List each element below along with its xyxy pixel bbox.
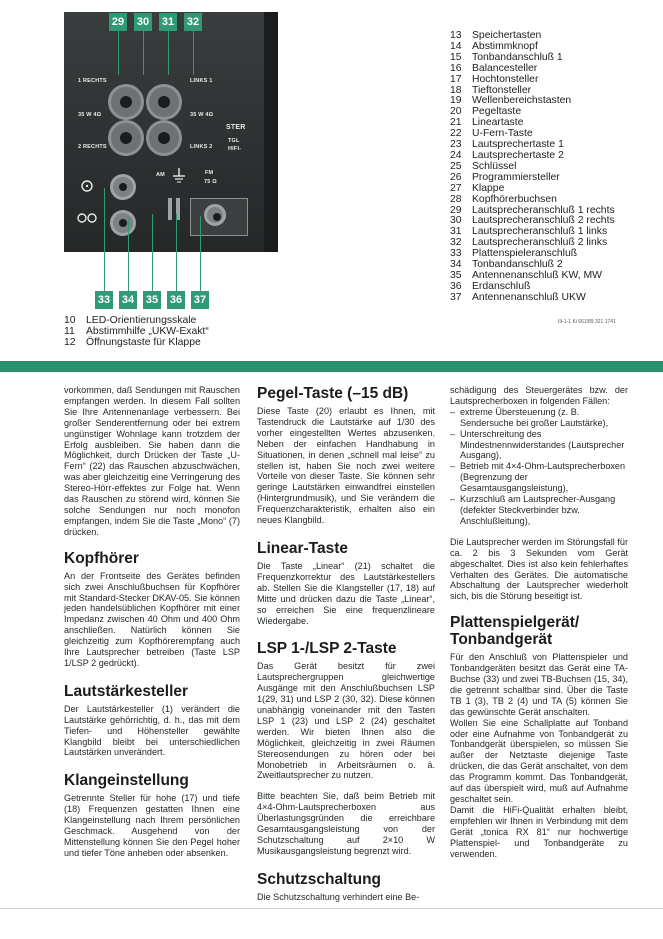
fm-socket-37 (204, 204, 226, 226)
callout-32: 32 (184, 13, 202, 31)
heading-lautstaerkesteller: Lautstärkesteller (64, 682, 189, 700)
legend-label: Abstimmhilfe „UKW-Exakt“ (86, 325, 209, 337)
callout-line-29 (118, 29, 119, 75)
legend-label: Pegeltaste (472, 106, 522, 118)
legend-label: Lautsprecheranschluß 1 links (472, 226, 608, 238)
legend-item (450, 293, 615, 304)
callout-29: 29 (109, 13, 127, 31)
paragraph-lsp-taste: Das Gerät besitzt für zwei Lautsprechergruppen gleichwertige Ausgänge mit den Anschlußbuchsen LSP 1(29, 31) und LSP 2 (30, 32). Diese können unabhängig voneinander mit den Tasten LSP 1 (23) und LSP 2 (24) geschaltet werden. Wir bieten Ihnen also die Möglichkeit, gleichzeitig in zwei Räumen Stereosendungen zu hören oder bei Monobetrieb in Arbeitsräumen o. ä. Zweitlautsprecher zu nutzen. (257, 661, 435, 781)
speaker-jack-30 (108, 120, 144, 156)
callout-31: 31 (159, 13, 177, 31)
callout-35: 35 (143, 291, 161, 309)
callout-line-31 (168, 29, 169, 75)
legend-label: Balancesteller (472, 62, 538, 74)
legend-number: 31 (450, 226, 462, 238)
green-divider-band (0, 361, 663, 372)
heading-lsp-taste: LSP 1-/LSP 2-Taste (257, 640, 397, 658)
phono-socket-33 (110, 174, 136, 200)
legend-number: 12 (64, 336, 76, 348)
legend-label: Schlüssel (472, 160, 517, 172)
legend-label: Lautsprecheranschluß 2 links (472, 237, 608, 249)
legend-label: Antennenanschluß KW, MW (472, 269, 602, 281)
callout-line-34 (128, 218, 129, 292)
paragraph-lautstaerkesteller: Der Lautstärkesteller (1) verändert die Lautstärke gehörrichtig, d. h., das mit dem Tiefen- und Höhensteller gewählte Klangbild bleibt bei unterschiedlichen Lautstärken unverändert. (64, 703, 240, 758)
legend-label: Erdanschluß (472, 280, 531, 292)
legend-label: Tonbandanschluß 2 (472, 259, 563, 271)
paragraph-linear-taste: Die Taste „Linear“ (21) schaltet die Frequenzkorrektur des Lautstärkestellers ab. Stellen Sie die Klangsteller (17, 18) auf Mitte und drücken dazu die Taste „Linear“, so erreichen Sie eine frequenzlineare Wiedergabe. (257, 560, 435, 626)
legend-number: 33 (450, 248, 462, 260)
legend-number: 20 (450, 106, 462, 118)
speaker-jack-32 (146, 120, 182, 156)
rear-panel-photo (64, 12, 278, 252)
legend-number: 32 (450, 237, 462, 249)
legend-label: Abstimmknopf (472, 40, 538, 52)
phono-icon (78, 180, 96, 192)
paragraph-schaedigung: schädigung des Steuergerätes bzw. der Lautsprecherboxen in folgenden Fällen: (450, 385, 628, 406)
callout-line-30 (143, 29, 144, 75)
reference-code: III-1-1 Ki 661/89 321 1741 (558, 319, 616, 325)
heading-kopfhoerer: Kopfhörer (64, 549, 139, 567)
paragraph-kopfhoerer: An der Frontseite des Gerätes befinden sich zwei Anschlußbuchsen für Kopfhörer mit Standard-Stecker DKAV-05. Sie können jeden handelsüblichen Kopfhörer mit einer Impedanz zwischen 40 Ohm und 400 Ohm anschließen. Natürlich können Sie gleichzeitig zum Kopfhörerempfang auch Ihre Lautsprecher betreiben (Taste LSP 1/LSP 2 gedrückt). (64, 570, 240, 668)
legend-number: 21 (450, 117, 462, 129)
legend-label: Lineartaste (472, 117, 524, 129)
legend-label: Klappe (472, 182, 505, 194)
legend-number: 35 (450, 269, 462, 281)
legend-label: Öffnungstaste für Klappe (86, 336, 201, 348)
legend-label: Lautsprecheranschluß 1 rechts (472, 204, 615, 216)
legend-label: Tieftonsteller (472, 84, 532, 96)
callout-30: 30 (134, 13, 152, 31)
legend-list-left (64, 316, 209, 349)
legend-number: 27 (450, 182, 462, 194)
legend-label: Speichertasten (472, 30, 542, 41)
legend-number: 29 (450, 204, 462, 216)
legend-label: LED-Orientierungsskale (86, 315, 197, 326)
legend-label: Antennenanschluß UKW (472, 291, 586, 303)
label-2-rechts: 2 RECHTS (78, 144, 107, 150)
legend-item (450, 184, 615, 195)
legend-number: 17 (450, 73, 462, 85)
label-fm: FM (205, 170, 214, 176)
legend-number: 22 (450, 128, 462, 140)
callout-34: 34 (119, 291, 137, 309)
label-am: AM (156, 172, 165, 178)
list-item: – Kurzschluß am Lautsprecher-Ausgang (defekter Steckverbinder bzw. Anschlußleitung), (460, 494, 628, 527)
paragraph-schutzschaltung: Die Schutzschaltung verhindert eine Be- (257, 891, 420, 902)
column-3 (450, 385, 628, 859)
legend-number: 10 (64, 315, 76, 326)
paragraph-anschluss: Für den Anschluß von Plattenspieler und Tonbandgeräten besitzt das Gerät eine TA-Buchse (33) und zwei TB-Buchsen (15, 34), die getrennt schaltbar sind. Über die Taste TB 1 (3), TB 2 (4) und TA (5) können Sie das gewünschte Gerät anschalten. (450, 652, 628, 717)
heading-pegel-taste: Pegel-Taste (–15 dB) (257, 385, 409, 402)
paragraph-pegel-taste: Diese Taste (20) erlaubt es Ihnen, mit Tastendruck die Lautstärke auf 1/30 des vorher eingestellten Wertes abzusenken. Neben der einfachen Handhabung in Situationen, in denen „schnell mal leise“ zu stellen ist, haben Sie noch zwei weitere Vorteile von dieser Taste. Sie können sehr geringe Lautstärken einwandfrei einstellen (Hintergrundmusik), und Sie verändern die Frequenzcharakteristik, erhalten also ein neues Klangbild. (257, 406, 435, 526)
callout-37: 37 (191, 291, 209, 309)
rear-panel-edge (264, 12, 278, 252)
legend-number: 11 (64, 325, 75, 337)
label-tgl: TGL (228, 138, 240, 144)
legend-number: 25 (450, 160, 462, 172)
legend-item (64, 338, 209, 349)
legend-label: Programmiersteller (472, 171, 560, 183)
legend-number: 24 (450, 149, 462, 161)
heading-schutzschaltung: Schutzschaltung (257, 870, 382, 888)
paragraph-hifi-qualitaet: Damit die HiFi-Qualität erhalten bleibt, empfehlen wir Ihnen in Verbindung mit dem Gerät „tonica RX 81“ nur hochwertige Plattenspiel- und Tonbandgeräte zu verwenden. (450, 804, 628, 859)
column-1 (64, 385, 240, 859)
legend-number: 18 (450, 84, 462, 96)
legend-label: U-Fern-Taste (472, 128, 533, 140)
label-35w-right: 35 W 4Ω (190, 112, 214, 118)
legend-item (450, 195, 615, 206)
label-ster: STER (226, 124, 246, 131)
speaker-jack-31 (146, 84, 182, 120)
tape-socket-34 (110, 210, 136, 236)
legend-label: Lautsprechertaste 2 (472, 149, 564, 161)
protection-cases-list (450, 407, 628, 527)
legend-number: 14 (450, 40, 462, 52)
paragraph-rauschen: vorkommen, daß Sendungen mit Rauschen empfangen werden. In diesem Fall sollten Sie Ihre Antennenanlage verbessern. Bei großer Senderentfernung oder bei extrem ungünstiger Wohnlage kann trotzdem der Erfolg ausbleiben. Sie haben dann die Möglichkeit, durch Drücken der Taste „U-Fern“ (22) das Rauschen abzuschwächen, was aber gleichzeitig eine Verringerung des Stereo-Hörr-effektes zur Folge hat. Wenn das Rauschen zu störend wird, können Sie solche Sendungen nur noch monofon empfangen, indem Sie die Taste „Mono“ (7) drücken. (64, 385, 240, 537)
list-item: – extreme Übersteuerung (z. B. Sendersuche bei großer Lautstärke), (460, 407, 628, 429)
legend-number: 34 (450, 259, 462, 271)
legend-label: Lautsprechertaste 1 (472, 139, 564, 151)
heading-plattenspielgeraet: Plattenspielgerät/ Tonbandgerät (450, 614, 580, 649)
paragraph-stoerungsfall: Die Lautsprecher werden im Störungsfall für ca. 2 bis 3 Sekunden vom Gerät abgeschaltet. Dies ist also kein fehlerhaftes Verhalten des Gerätes. Die automatische Abschaltung der Lautsprecher wiederholt sich, bis die Störung beseitigt ist. (450, 536, 628, 602)
label-links-1: LINKS 1 (190, 78, 213, 84)
legend-item (450, 64, 615, 75)
paragraph-lsp-note: Bitte beachten Sie, daß beim Betrieb mit 4×4-Ohm-Lautsprecherboxen aus Überlastungsgründen die erreichbare Gesamtausgangsleistung von der Schutzschaltung auf 2×10 W Musikausgangsleistung begrenzt wird. (257, 791, 435, 856)
callout-line-33 (104, 188, 105, 292)
legend-label: Kopfhörerbuchsen (472, 193, 557, 205)
callout-line-36 (176, 214, 177, 292)
legend-number: 19 (450, 95, 462, 107)
callout-line-37 (200, 216, 201, 292)
legend-number: 15 (450, 51, 462, 63)
legend-label: Wellenbereichstasten (472, 95, 572, 107)
legend-number: 13 (450, 30, 462, 41)
legend-item (450, 75, 615, 86)
label-75-ohm: 75 Ω (204, 179, 217, 185)
list-item: – Betrieb mit 4×4-Ohm-Lautsprecherboxen (Begrenzung der Gesamtausgangsleistung), (460, 461, 628, 494)
tape-icon (76, 212, 98, 224)
paragraph-ueberspielen: Wollen Sie eine Schallplatte auf Tonband oder eine Aufnahme von Tonbandgerät zu Tonbandgerät überspielen, so müssen Sie außer der Netztaste diejenige Taste drücken, die das Gerät anschaltet, von dem das Programm kommt. Das Tonbandgerät, auf das überspielt wird, muß auf Aufnahme geschaltet sein. (450, 717, 628, 804)
callout-33: 33 (95, 291, 113, 309)
ground-icon (172, 168, 186, 184)
legend-label: Tonbandanschluß 1 (472, 51, 563, 63)
label-1-rechts: 1 RECHTS (78, 78, 107, 84)
callout-line-32 (193, 29, 194, 75)
legend-list-right (450, 31, 615, 304)
heading-klangeinstellung: Klangeinstellung (64, 772, 189, 790)
callout-line-35 (152, 214, 153, 292)
label-35w-left: 35 W 4Ω (78, 112, 102, 118)
legend-label: Hochtonsteller (472, 73, 539, 85)
label-links-2: LINKS 2 (190, 144, 213, 150)
legend-label: Lautsprecheranschluß 2 rechts (472, 215, 615, 227)
am-terminal-35 (168, 198, 172, 220)
footer-rule (0, 908, 663, 909)
list-item: – Unterschreitung des Mindestnennwiderstandes (Lautsprecher Ausgang), (460, 429, 628, 462)
legend-number: 37 (450, 291, 462, 303)
legend-label: Plattenspieleranschluß (472, 248, 578, 260)
legend-number: 16 (450, 62, 462, 74)
legend-number: 28 (450, 193, 462, 205)
legend-number: 36 (450, 280, 462, 292)
legend-number: 26 (450, 171, 462, 183)
legend-number: 23 (450, 139, 462, 151)
label-hifi: HIFI- (228, 146, 242, 152)
paragraph-klangeinstellung: Getrennte Steller für hohe (17) und tiefe (18) Frequenzen gestatten Ihnen eine Klangeinstellung nach Ihrem persönlichen Geschmack. Ausgehend von der Mittenstellung können Sie den Pegel hoher und tiefer Töne anheben oder absenken. (64, 793, 240, 858)
legend-number: 30 (450, 215, 462, 227)
heading-linear-taste: Linear-Taste (257, 539, 349, 557)
column-2 (257, 385, 435, 903)
speaker-jack-29 (108, 84, 144, 120)
callout-36: 36 (167, 291, 185, 309)
